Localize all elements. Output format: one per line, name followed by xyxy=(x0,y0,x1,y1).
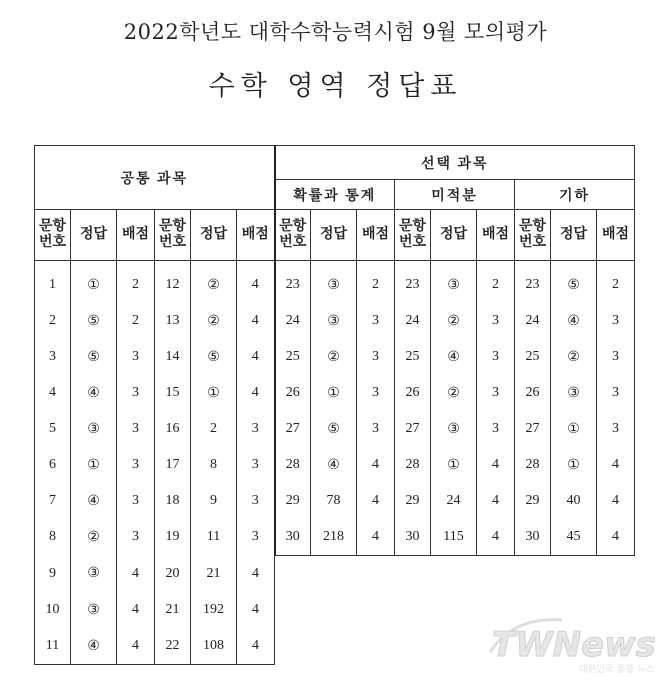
table-row xyxy=(35,375,635,411)
item-number: 25 xyxy=(515,339,551,375)
table-row xyxy=(35,519,635,556)
item-number: 23 xyxy=(515,261,551,304)
points-value: 3 xyxy=(597,339,635,375)
points-header: 배점 xyxy=(357,210,395,261)
item-number: 21 xyxy=(155,592,191,628)
empty-cell xyxy=(431,628,477,665)
empty-cell xyxy=(597,556,635,593)
points-value: 3 xyxy=(357,303,395,339)
answer-value: ③ xyxy=(71,592,117,628)
points-value: 4 xyxy=(237,375,275,411)
item-number: 20 xyxy=(155,556,191,593)
answer-value: ③ xyxy=(551,375,597,411)
points-value: 4 xyxy=(237,556,275,593)
points-value: 4 xyxy=(237,628,275,665)
item-number: 12 xyxy=(155,261,191,304)
points-value: 4 xyxy=(237,261,275,304)
elective-prob-stat-header: 확률과 통계 xyxy=(275,180,395,210)
answer-value: 8 xyxy=(191,447,237,483)
item-number: 16 xyxy=(155,411,191,447)
item-number: 19 xyxy=(155,519,191,556)
item-number: 23 xyxy=(395,261,431,304)
points-value: 4 xyxy=(357,519,395,556)
table-row xyxy=(35,261,635,304)
answer-value: ③ xyxy=(311,303,357,339)
points-value: 2 xyxy=(477,261,515,304)
answer-table xyxy=(34,145,635,665)
answer-value: 11 xyxy=(191,519,237,556)
answer-value: ⑤ xyxy=(71,303,117,339)
points-value: 4 xyxy=(357,483,395,519)
points-value: 4 xyxy=(117,556,155,593)
item-number: 11 xyxy=(35,628,71,665)
item-number: 30 xyxy=(515,519,551,556)
points-value: 4 xyxy=(117,628,155,665)
item-number: 10 xyxy=(35,592,71,628)
empty-cell xyxy=(395,628,431,665)
points-value: 4 xyxy=(477,483,515,519)
watermark-brand: TWNews xyxy=(492,625,656,665)
item-number-header: 문항 번호 xyxy=(395,210,431,261)
answer-value: ① xyxy=(551,411,597,447)
points-header: 배점 xyxy=(477,210,515,261)
points-value: 4 xyxy=(597,519,635,556)
points-value: 2 xyxy=(117,261,155,304)
empty-cell xyxy=(275,628,311,665)
item-number: 25 xyxy=(275,339,311,375)
answer-value: ④ xyxy=(311,447,357,483)
answer-value: ④ xyxy=(71,483,117,519)
item-number: 18 xyxy=(155,483,191,519)
item-number: 2 xyxy=(35,303,71,339)
points-value: 4 xyxy=(237,339,275,375)
points-value: 4 xyxy=(117,592,155,628)
elective-geometry-header: 기하 xyxy=(515,180,635,210)
answer-header: 정답 xyxy=(551,210,597,261)
empty-cell xyxy=(275,556,311,593)
points-value: 4 xyxy=(237,303,275,339)
answer-header: 정답 xyxy=(431,210,477,261)
answer-value: ③ xyxy=(71,411,117,447)
table-row xyxy=(35,303,635,339)
answer-value: 21 xyxy=(191,556,237,593)
points-value: 3 xyxy=(477,375,515,411)
points-value: 3 xyxy=(117,339,155,375)
empty-cell xyxy=(275,592,311,628)
answer-value: 45 xyxy=(551,519,597,556)
points-value: 3 xyxy=(477,303,515,339)
answer-value: ③ xyxy=(431,261,477,304)
points-value: 4 xyxy=(477,519,515,556)
points-value: 3 xyxy=(117,375,155,411)
empty-cell xyxy=(515,556,551,593)
item-number: 22 xyxy=(155,628,191,665)
item-number-header: 문항 번호 xyxy=(275,210,311,261)
answer-value: ① xyxy=(551,447,597,483)
table-row xyxy=(35,411,635,447)
answer-value: ③ xyxy=(311,261,357,304)
item-number: 24 xyxy=(515,303,551,339)
points-value: 3 xyxy=(117,447,155,483)
table-row xyxy=(35,339,635,375)
item-number: 9 xyxy=(35,556,71,593)
points-value: 4 xyxy=(357,447,395,483)
points-value: 3 xyxy=(237,447,275,483)
points-value: 4 xyxy=(597,483,635,519)
item-number: 8 xyxy=(35,519,71,556)
points-value: 3 xyxy=(597,303,635,339)
item-number: 3 xyxy=(35,339,71,375)
item-number: 27 xyxy=(275,411,311,447)
item-number: 14 xyxy=(155,339,191,375)
answer-value: ④ xyxy=(71,628,117,665)
answer-value: 108 xyxy=(191,628,237,665)
answer-value: ④ xyxy=(431,339,477,375)
answer-sheet-title: 수학 영역 정답표 xyxy=(208,71,463,102)
empty-cell xyxy=(477,556,515,593)
watermark-caption: 대한민국 통합 뉴스 xyxy=(579,665,655,675)
answer-value: 115 xyxy=(431,519,477,556)
item-number: 27 xyxy=(515,411,551,447)
item-number: 6 xyxy=(35,447,71,483)
empty-cell xyxy=(431,592,477,628)
answer-value: ① xyxy=(71,447,117,483)
points-value: 2 xyxy=(597,261,635,304)
common-subject-header: 공통 과목 xyxy=(35,146,275,210)
answer-value: ② xyxy=(191,303,237,339)
item-number: 26 xyxy=(275,375,311,411)
item-number: 23 xyxy=(275,261,311,304)
table-row xyxy=(35,556,635,593)
elective-calculus-header: 미적분 xyxy=(395,180,515,210)
empty-cell xyxy=(357,592,395,628)
item-number: 28 xyxy=(275,447,311,483)
elective-subject-header: 선택 과목 xyxy=(275,146,635,180)
points-value: 3 xyxy=(237,483,275,519)
item-number: 26 xyxy=(395,375,431,411)
item-number: 5 xyxy=(35,411,71,447)
answer-value: ① xyxy=(71,261,117,304)
answer-value: ⑤ xyxy=(191,339,237,375)
points-header: 배점 xyxy=(597,210,635,261)
points-value: 3 xyxy=(357,339,395,375)
empty-cell xyxy=(431,556,477,593)
item-number: 1 xyxy=(35,261,71,304)
points-value: 4 xyxy=(477,447,515,483)
points-value: 3 xyxy=(597,375,635,411)
answer-value: ② xyxy=(191,261,237,304)
twnews-watermark-logo xyxy=(484,608,659,678)
answer-header: 정답 xyxy=(191,210,237,261)
item-number: 28 xyxy=(515,447,551,483)
points-value: 3 xyxy=(117,519,155,556)
answer-value: ② xyxy=(431,375,477,411)
points-value: 3 xyxy=(597,411,635,447)
answer-value: ③ xyxy=(71,556,117,593)
answer-value: 218 xyxy=(311,519,357,556)
exam-title: 2022학년도 대학수학능력시험 9월 모의평가 xyxy=(123,20,548,44)
item-number: 28 xyxy=(395,447,431,483)
item-number: 7 xyxy=(35,483,71,519)
points-value: 3 xyxy=(477,411,515,447)
answer-value: 24 xyxy=(431,483,477,519)
answer-value: 40 xyxy=(551,483,597,519)
points-value: 3 xyxy=(237,519,275,556)
points-value: 4 xyxy=(597,447,635,483)
item-number: 30 xyxy=(275,519,311,556)
points-value: 3 xyxy=(117,483,155,519)
answer-value: ③ xyxy=(431,411,477,447)
answer-value: ⑤ xyxy=(551,261,597,304)
item-number: 24 xyxy=(395,303,431,339)
item-number: 29 xyxy=(275,483,311,519)
empty-cell xyxy=(357,556,395,593)
points-value: 3 xyxy=(117,411,155,447)
answer-value: ① xyxy=(431,447,477,483)
points-header: 배점 xyxy=(237,210,275,261)
empty-cell xyxy=(311,628,357,665)
item-number-header: 문항 번호 xyxy=(35,210,71,261)
empty-cell xyxy=(395,556,431,593)
item-number: 30 xyxy=(395,519,431,556)
item-number-header: 문항 번호 xyxy=(155,210,191,261)
answer-value: ② xyxy=(71,519,117,556)
item-number: 24 xyxy=(275,303,311,339)
item-number: 26 xyxy=(515,375,551,411)
answer-value: ① xyxy=(191,375,237,411)
points-value: 4 xyxy=(237,592,275,628)
table-row xyxy=(35,483,635,519)
answer-value: ② xyxy=(551,339,597,375)
empty-cell xyxy=(311,592,357,628)
points-value: 2 xyxy=(357,261,395,304)
answer-value: 9 xyxy=(191,483,237,519)
answer-value: ④ xyxy=(71,375,117,411)
answer-header: 정답 xyxy=(311,210,357,261)
points-value: 3 xyxy=(237,411,275,447)
empty-cell xyxy=(357,628,395,665)
points-value: 3 xyxy=(357,411,395,447)
empty-cell xyxy=(311,556,357,593)
answer-value: ④ xyxy=(551,303,597,339)
points-value: 3 xyxy=(357,375,395,411)
item-number: 29 xyxy=(515,483,551,519)
answer-value: ⑤ xyxy=(311,411,357,447)
item-number: 25 xyxy=(395,339,431,375)
item-number: 13 xyxy=(155,303,191,339)
item-number: 17 xyxy=(155,447,191,483)
answer-value: ① xyxy=(311,375,357,411)
points-header: 배점 xyxy=(117,210,155,261)
points-value: 3 xyxy=(477,339,515,375)
answer-header: 정답 xyxy=(71,210,117,261)
points-value: 2 xyxy=(117,303,155,339)
item-number: 15 xyxy=(155,375,191,411)
item-number-header: 문항 번호 xyxy=(515,210,551,261)
empty-cell xyxy=(395,592,431,628)
answer-value: ② xyxy=(431,303,477,339)
answer-value: 2 xyxy=(191,411,237,447)
item-number: 29 xyxy=(395,483,431,519)
item-number: 4 xyxy=(35,375,71,411)
answer-value: 78 xyxy=(311,483,357,519)
empty-cell xyxy=(551,556,597,593)
table-row xyxy=(35,447,635,483)
answer-value: 192 xyxy=(191,592,237,628)
item-number: 27 xyxy=(395,411,431,447)
answer-value: ⑤ xyxy=(71,339,117,375)
answer-value: ② xyxy=(311,339,357,375)
